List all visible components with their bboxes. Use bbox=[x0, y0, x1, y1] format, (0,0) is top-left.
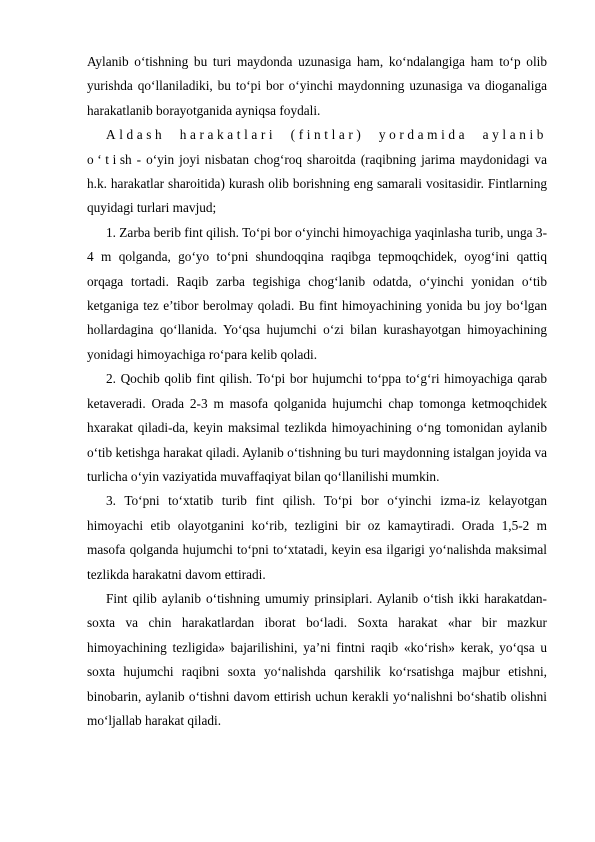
paragraph-feints-heading bbox=[87, 123, 547, 221]
paragraph-principles: Fint qilib aylanib o‘tishning umumiy prinsiplari. Aylanib o‘tish ikki harakatdan-soxta va chin harakatlardan iborat bo‘ladi. Soxta harakat «har bir mazkur himoyachining tezligida» bajarilishini, ya’ni fintni raqib «ko‘rish» kerak, yo‘qsa u soxta hujumchi raqibni soxta yo‘nalishda qarshilik ko‘rsatishga majbur etishni, binobarin, aylanib o‘tishni davom ettirish uchun kerakli yo‘nalishni bo‘shatib olishni mo‘ljallab harakat qiladi. bbox=[87, 590, 547, 728]
paragraph-feint-1: 1. Zarba berib fint qilish. To‘pi bor o‘yinchi himoyachiga yaqinlasha turib, unga 3-4 m qolganda, go‘yo to‘pni shundoqqina raqibga tepmoqchidek, oyog‘ini qattiq orqaga tortadi. Raqib zarba tegishiga chog‘lanib odatda, o‘yinchi yonidan o‘tib ketganiga tez e’tibor berolmay qoladi. Bu fint himoyachining yonida bu joy bo‘lgan hollardagina qo‘llanida. Yo‘qsa hujumchi o‘zi bilan kurashayotgan himoyachining yonidagi himoyachiga ro‘para kelib qoladi. bbox=[87, 224, 547, 362]
paragraph-text: sh - o‘yin joyi nisbatan chog‘roq sharoitda (raqibning jarima maydonidagi va h.k. harakatlar sharoitida) kurash olib borishning eng samarali vositasidir. Fintlarning quyidagi turlari mavjud; bbox=[87, 151, 547, 216]
paragraph-feint-2: 2. Qochib qolib fint qilish. To‘pi bor hujumchi to‘ppa to‘g‘ri himoyachiga qarab ketaveradi. Orada 2-3 m masofa qolganida hujumchi chap tomonga ketmoqchidek hxarakat qiladi-da, keyin maksimal tezlikda himoyachining o‘ng tomonidan aylanib o‘tib ketishga harakat qiladi. Aylanib o‘tishning bu turi maydonning istalgan joyida va turlicha o‘yin vaziyatida muvaffaqiyat bilan qo‘llanilishi mumkin. bbox=[87, 371, 547, 484]
paragraph-feint-3: 3. To‘pni to‘xtatib turib fint qilish. To‘pi bor o‘yinchi izma-iz kelayotgan himoyachi etib olayotganini ko‘rib, tezligini bir oz kamaytiradi. Orada 1,5-2 m masofa qolganda hujumchi to‘pni to‘xtatadi, keyin esa ilgarigi yo‘nalishda maksimal tezlikda harakatni davom ettiradi. bbox=[87, 493, 547, 582]
document-body bbox=[87, 50, 547, 733]
spaced-heading-text: Aldash harakatlari (fintlar) yordamida aylanib o‘ti bbox=[87, 127, 547, 167]
paragraph-intro: Aylanib o‘tishning bu turi maydonda uzunasiga ham, ko‘ndalangiga ham to‘p olib yurishda qo‘llaniladiki, bu to‘pi bor o‘yinchi maydonning uzunasiga va dioganaliga harakatlanib borayotganida ayniqsa foydali. bbox=[87, 54, 547, 118]
